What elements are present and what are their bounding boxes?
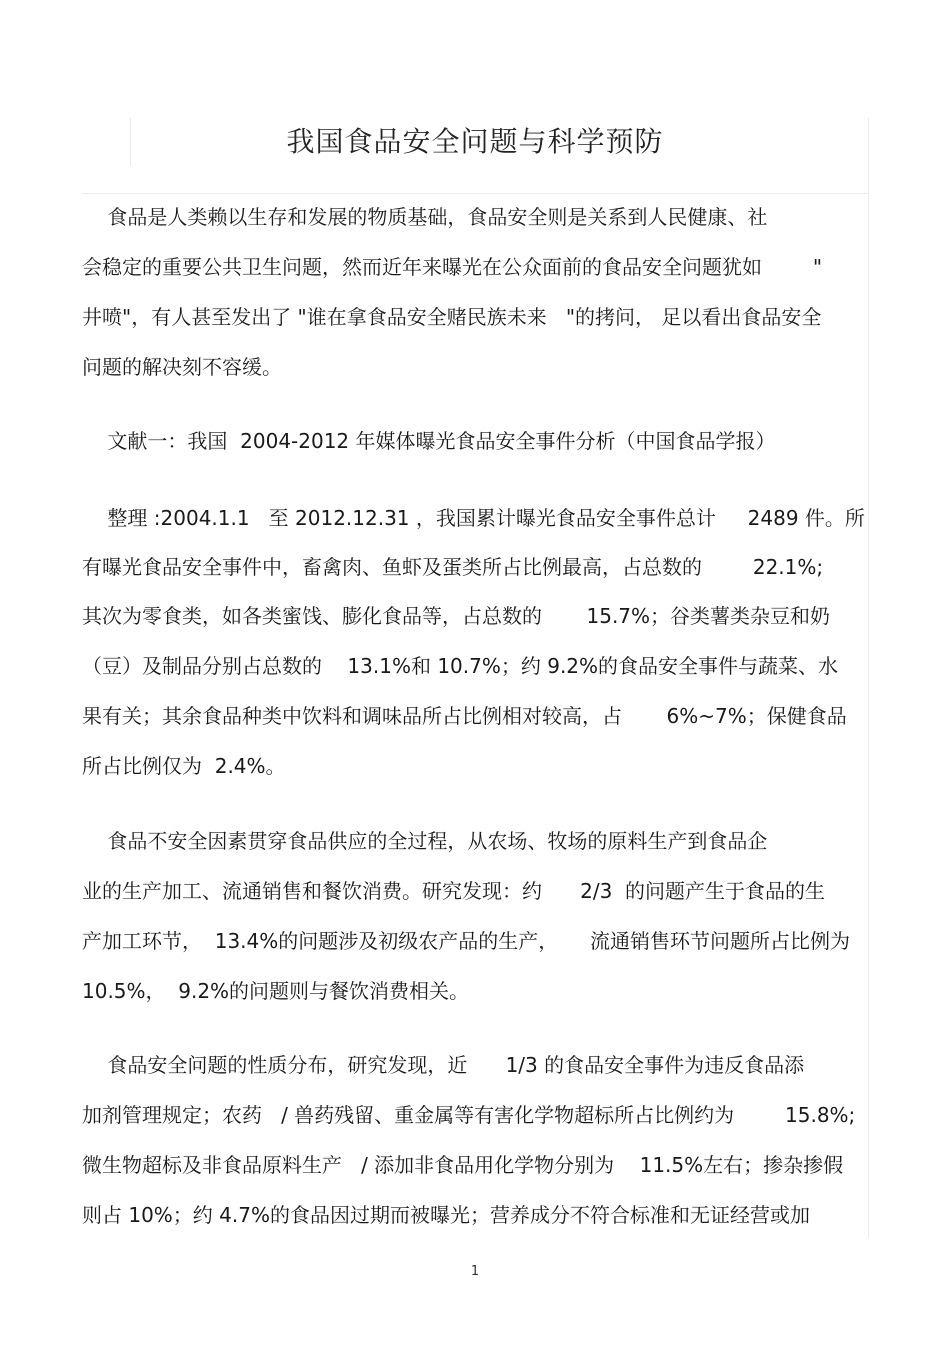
paragraph-1-line-2: 会稳定的重要公共卫生问题，然而近年来曝光在公众面前的食品安全问题犹如 ": [82, 255, 823, 279]
paragraph-3-line-1: 整理 :2004.1.1 至 2012.12.31 ，我国累计曝光食品安全事件总计 2489 件。所: [82, 506, 865, 530]
paragraph-4-line-1: 食品不安全因素贯穿食品供应的全过程，从农场、牧场的原料生产到食品企: [82, 829, 768, 853]
paragraph-4-line-4: 10.5%， 9.2%的问题则与餐饮消费相关。: [82, 979, 470, 1003]
paragraph-1-line-3: 井喷"，有人甚至发出了 "谁在拿食品安全赌民族未来 "的拷问， 足以看出食品安全: [82, 305, 822, 329]
paragraph-4-line-3: 产加工环节， 13.4%的问题涉及初级农产品的生产， 流通销售环节问题所占比例为: [82, 929, 851, 953]
paragraph-3-line-3: 其次为零食类，如各类蜜饯、膨化食品等，占总数的 15.7%；谷类薯类杂豆和奶: [82, 604, 831, 628]
paragraph-3-line-4: （豆）及制品分别占总数的 13.1%和 10.7%；约 9.2%的食品安全事件与蔬菜、水: [82, 654, 839, 678]
paragraph-5-line-4: 则占 10%；约 4.7%的食品因过期而被曝光；营养成分不符合标准和无证经营或加: [82, 1203, 810, 1227]
paragraph-5-line-2: 加剂管理规定；农药 / 兽药残留、重金属等有害化学物超标所占比例约为 15.8%;: [82, 1103, 856, 1127]
paragraph-3-line-2: 有曝光食品安全事件中，畜禽肉、鱼虾及蛋类所占比例最高，占总数的 22.1%;: [82, 555, 824, 579]
paragraph-1-line-4: 问题的解决刻不容缓。: [82, 355, 282, 379]
page-number: 1: [470, 1264, 480, 1279]
frame-line-right: [868, 118, 869, 1238]
paragraph-5-line-3: 微生物超标及非食品原料生产 / 添加非食品用化学物分别为 11.5%左右；掺杂掺假: [82, 1153, 844, 1177]
frame-line-top-divider: [82, 193, 869, 194]
paragraph-3-line-5: 果有关；其余食品种类中饮料和调味品所占比例相对较高，占 6%~7%；保健食品: [82, 704, 847, 728]
paragraph-5-line-1: 食品安全问题的性质分布，研究发现，近 1/3 的食品安全事件为违反食品添: [82, 1053, 805, 1077]
document-title: 我国食品安全问题与科学预防: [286, 125, 664, 158]
paragraph-4-line-2: 业的生产加工、流通销售和餐饮消费。研究发现：约 2/3 的问题产生于食品的生: [82, 879, 826, 903]
paragraph-2-line-1: 文献一：我国 2004-2012 年媒体曝光食品安全事件分析（中国食品学报）: [82, 429, 776, 453]
paragraph-1-line-1: 食品是人类赖以生存和发展的物质基础，食品安全则是关系到人民健康、社: [82, 205, 768, 229]
paragraph-3-line-6: 所占比例仅为 2.4%。: [82, 754, 286, 778]
